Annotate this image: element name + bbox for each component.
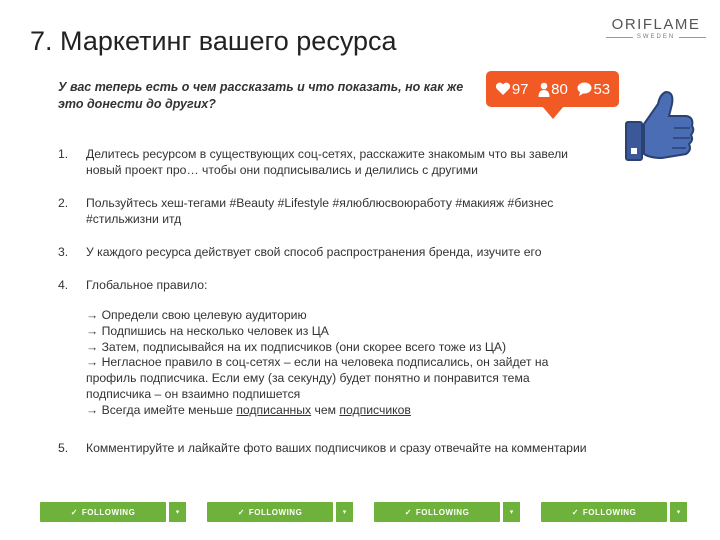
comments-stat: [577, 81, 610, 98]
speech-bubble-icon: [577, 82, 592, 96]
item-number: 3.: [58, 245, 69, 259]
following-main[interactable]: [541, 502, 667, 522]
rule-text: → Всегда имейте меньше: [86, 402, 237, 417]
comments-count: 53: [593, 80, 611, 98]
check-icon: ✓: [404, 507, 412, 517]
likes-count: 97: [511, 80, 529, 98]
caret-down-icon[interactable]: ▾: [503, 502, 520, 522]
heart-icon: [495, 82, 511, 96]
rule-line: → Негласное правило в соц-сетях – если на человека подписались, он зайдет на профиль подписчика. Если ему (за секунду) будет понятно и понравится тема подписчика – он взаимно подпишется: [86, 355, 549, 401]
followers-stat: [538, 81, 568, 98]
caret-down-icon[interactable]: ▾: [336, 502, 353, 522]
item-number: 2.: [58, 196, 69, 210]
check-icon: ✓: [70, 507, 78, 517]
rule-line: → Затем, подписывайся на их подписчиков (они скорее всего тоже из ЦА): [86, 339, 507, 354]
rule-line: → Подпишись на несколько человек из ЦА: [86, 323, 329, 338]
likes-stat: [495, 81, 529, 98]
item-text: Пользуйтесь хеш-тегами #Beauty #Lifestyle #ялюблюсвоюработу #макияж #бизнес #стильжизни итд: [86, 196, 554, 226]
notification-bubble: [486, 71, 619, 107]
check-icon: ✓: [571, 507, 579, 517]
slide-title: 7. Маркетинг вашего ресурса: [30, 26, 397, 56]
rule-underlined: подписчиков: [339, 402, 411, 417]
item-text: Делитесь ресурсом в существующих соц-сетях, расскажите знакомым что вы завели новый проект про… чтобы они подписывались и делились с другими: [86, 147, 568, 177]
following-label: FOLLOWING: [81, 507, 136, 517]
item-text: Комментируйте и лайкайте фото ваших подписчиков и сразу отвечайте на комментарии: [86, 441, 587, 455]
item-text: Глобальное правило:: [86, 278, 208, 292]
following-main[interactable]: [40, 502, 166, 522]
caret-down-icon[interactable]: ▾: [670, 502, 687, 522]
person-icon: [538, 82, 550, 97]
lead-question: У вас теперь есть о чем рассказать и что показать, но как же это донести до других?: [58, 80, 464, 111]
following-label: FOLLOWING: [582, 507, 637, 517]
caret-down-icon[interactable]: ▾: [169, 502, 186, 522]
rule-text: чем: [311, 402, 340, 417]
rule-underlined: подписанных: [236, 402, 312, 417]
following-label: FOLLOWING: [415, 507, 470, 517]
item-number: 5.: [58, 441, 69, 455]
following-label: FOLLOWING: [248, 507, 303, 517]
check-icon: ✓: [237, 507, 245, 517]
global-rule-list: [86, 308, 586, 419]
item-number: 4.: [58, 278, 69, 292]
logo-sub: [606, 34, 706, 40]
followers-count: 80: [551, 80, 568, 98]
rule-line: → Определи свою целевую аудиторию: [86, 308, 307, 322]
item-number: 1.: [58, 147, 69, 161]
logo-sub-text: SWEDEN: [636, 34, 676, 40]
following-main[interactable]: [207, 502, 333, 522]
item-text: У каждого ресурса действует свой способ распространения бренда, изучите его: [86, 245, 542, 259]
logo-brand: ORIFLAME: [611, 16, 701, 33]
thumbs-up-icon: [622, 88, 696, 164]
oriflame-logo: [606, 16, 706, 40]
rule-line: [86, 403, 586, 419]
following-main[interactable]: [374, 502, 500, 522]
